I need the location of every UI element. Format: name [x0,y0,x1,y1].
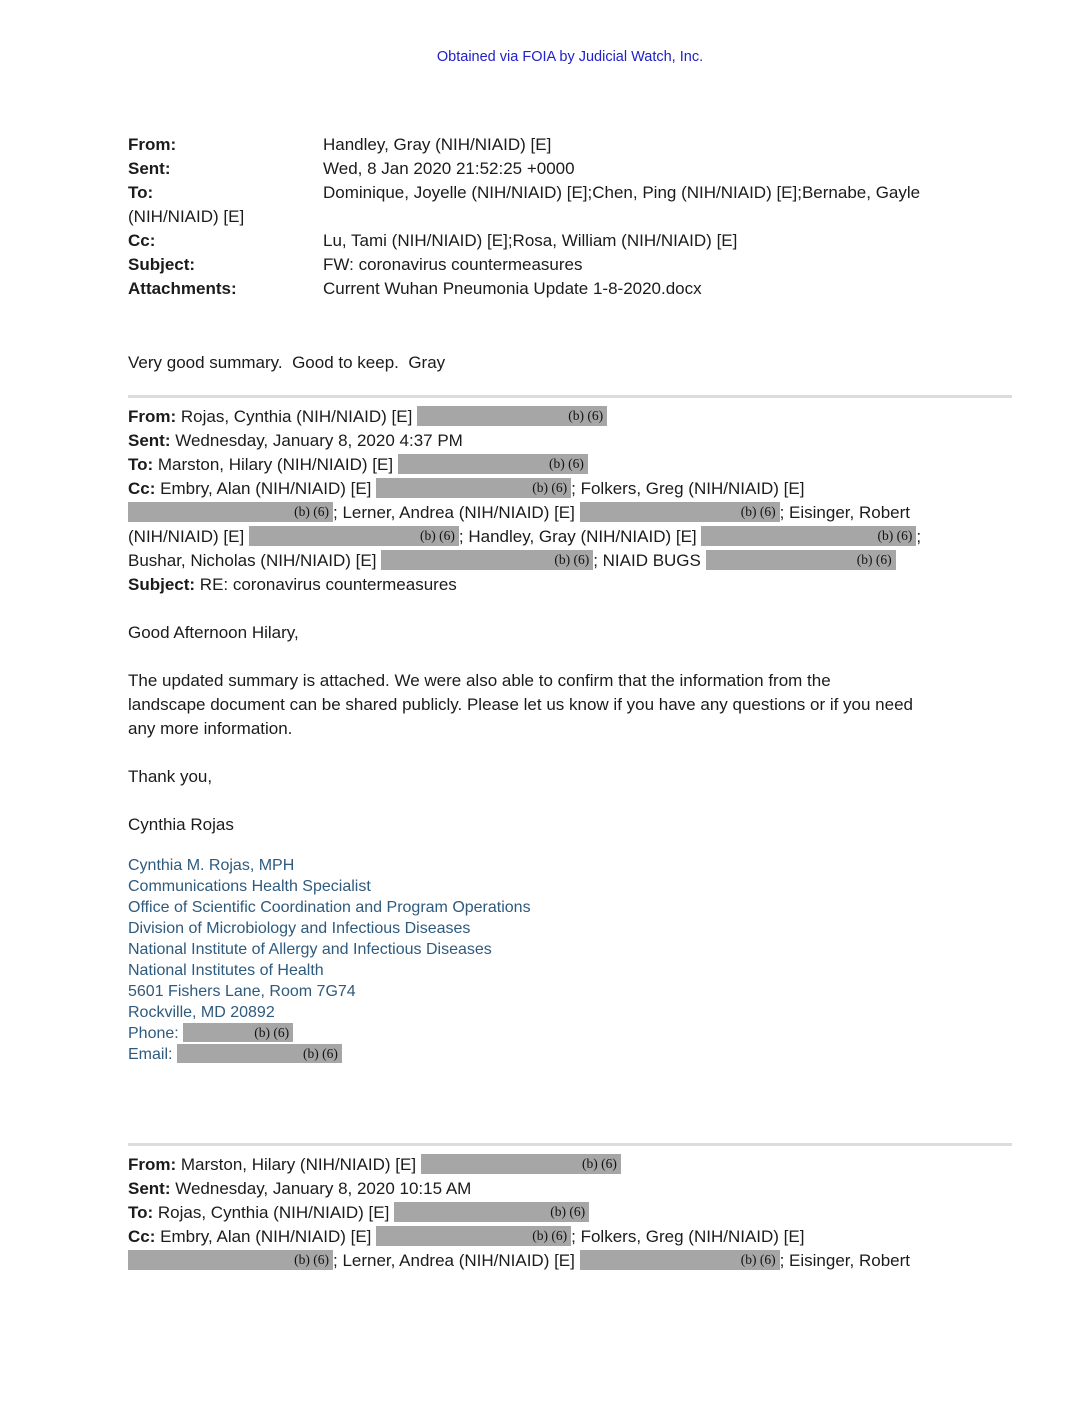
text-line [128,621,1012,645]
text-span: Embry, Alan (NIH/NIAID) [E] [155,1227,377,1246]
text-span: Communications Health Specialist [128,878,371,895]
text-line [128,1177,1012,1201]
email1-note: Very good summary. Good to keep. Gray [128,353,446,372]
text-span: RE: coronavirus countermeasures [195,575,457,594]
separator [128,395,1012,398]
text-span: Cynthia M. Rojas, MPH [128,857,295,874]
text-line [128,573,1012,597]
text-line [128,645,1012,669]
text-line [128,429,1012,453]
redaction-box: (b) (6) [128,502,333,522]
text-span: Marston, Hilary (NIH/NIAID) [E] [176,1155,421,1174]
text-span: Rojas, Cynthia (NIH/NIAID) [E] [176,407,418,426]
text-line [128,918,1012,939]
document-content [128,0,1012,1273]
text-line [128,253,1012,277]
redaction-box: (b) (6) [381,550,593,570]
text-line [128,717,1012,741]
text-span: National Institutes of Health [128,962,324,979]
text-span: ; Eisinger, Robert [779,1251,910,1270]
text-span: ; Lerner, Andrea (NIH/NIAID) [E] [333,1251,580,1270]
field-label: From: [128,1155,177,1174]
text-span: ; NIAID BUGS [593,551,706,570]
email2-body [128,621,1012,837]
email2-header [128,405,1012,597]
text-span: Wednesday, January 8, 2020 4:37 PM [170,431,463,450]
field-label: Sent: [128,1179,171,1198]
text-span: ; Lerner, Andrea (NIH/NIAID) [E] [333,503,580,522]
field-label: Cc: [128,1227,156,1246]
text-span: Bushar, Nicholas (NIH/NIAID) [E] [128,551,382,570]
field-label: Subject: [128,575,196,594]
redaction-box: (b) (6) [394,1202,589,1222]
text-line [128,549,1012,573]
field-label: Sent: [128,159,171,178]
text-span: ; Handley, Gray (NIH/NIAID) [E] [458,527,702,546]
field-label: Attachments: [128,279,237,298]
redaction-box: (b) (6) [183,1023,293,1042]
text-span: ; [916,527,922,546]
text-span: Thank you, [128,767,213,786]
text-span: FW: coronavirus countermeasures [323,255,583,274]
text-span: Marston, Hilary (NIH/NIAID) [E] [153,455,398,474]
text-line [128,181,1012,205]
email3-header [128,1153,1012,1273]
text-span: Wed, 8 Jan 2020 21:52:25 +0000 [323,159,575,178]
redaction-box: (b) (6) [177,1044,342,1063]
text-line [128,855,1012,876]
text-line [128,477,1012,501]
text-line [128,501,1012,525]
text-span: ; Folkers, Greg (NIH/NIAID) [E] [571,479,805,498]
text-line [128,960,1012,981]
text-span: Rojas, Cynthia (NIH/NIAID) [E] [153,1203,395,1222]
text-span: 5601 Fishers Lane, Room 7G74 [128,983,356,1000]
text-line [128,229,1012,253]
redaction-box: (b) (6) [376,1226,571,1246]
text-span: Phone: [128,1025,184,1042]
text-line [128,789,1012,813]
text-line [128,453,1012,477]
text-line [128,765,1012,789]
text-span: Email: [128,1046,177,1063]
text-line [128,813,1012,837]
text-span: Good Afternoon Hilary, [128,623,299,642]
field-label: Cc: [128,231,156,250]
text-span: any more information. [128,719,293,738]
signature-block [128,855,1012,1065]
redaction-box: (b) (6) [249,526,459,546]
text-span: Office of Scientific Coordination and Program Operations [128,899,531,916]
text-span: Wednesday, January 8, 2020 10:15 AM [170,1179,472,1198]
text-span: Division of Microbiology and Infectious Diseases [128,920,471,937]
field-label: Subject: [128,255,196,274]
text-line [128,277,1012,301]
text-span: landscape document can be shared publicly. Please let us know if you have any questions or if you need [128,695,914,714]
text-span: ; Folkers, Greg (NIH/NIAID) [E] [571,1227,805,1246]
redaction-box: (b) (6) [398,454,588,474]
text-line [128,157,1012,181]
text-line [128,1044,1012,1065]
separator [128,1143,1012,1146]
text-span: Rockville, MD 20892 [128,1004,275,1021]
field-label: Cc: [128,479,156,498]
text-line [128,1023,1012,1044]
text-span: Handley, Gray (NIH/NIAID) [E] [323,135,552,154]
text-line [128,1002,1012,1023]
text-line [128,876,1012,897]
text-line [128,205,1012,229]
redaction-box: (b) (6) [706,550,896,570]
text-span: (NIH/NIAID) [E] [128,527,249,546]
text-span: (NIH/NIAID) [E] [128,207,245,226]
text-line [128,693,1012,717]
redaction-box: (b) (6) [580,1250,780,1270]
email1-header [128,133,1012,301]
text-span: ; Eisinger, Robert [779,503,910,522]
redaction-box: (b) (6) [701,526,916,546]
text-line [128,133,1012,157]
field-label: To: [128,183,154,202]
field-label: To: [128,455,154,474]
text-line [128,1201,1012,1225]
text-span: Current Wuhan Pneumonia Update 1-8-2020.docx [323,279,702,298]
text-line [128,525,1012,549]
text-line [128,1153,1012,1177]
field-label: From: [128,135,177,154]
redaction-box: (b) (6) [376,478,571,498]
redaction-box: (b) (6) [417,406,607,426]
text-span: Embry, Alan (NIH/NIAID) [E] [155,479,377,498]
field-label: Sent: [128,431,171,450]
text-line [128,897,1012,918]
redaction-box: (b) (6) [580,502,780,522]
field-label: To: [128,1203,154,1222]
text-line [128,741,1012,765]
text-line [128,1249,1012,1273]
text-span: Cynthia Rojas [128,815,234,834]
text-span: National Institute of Allergy and Infectious Diseases [128,941,492,958]
redaction-box: (b) (6) [421,1154,621,1174]
text-line [128,1225,1012,1249]
field-label: From: [128,407,177,426]
text-span: The updated summary is attached. We were also able to confirm that the information from the [128,671,831,690]
text-line [128,981,1012,1002]
redaction-box: (b) (6) [128,1250,333,1270]
text-line [128,405,1012,429]
text-line [128,669,1012,693]
text-span: Dominique, Joyelle (NIH/NIAID) [E];Chen, Ping (NIH/NIAID) [E];Bernabe, Gayle [323,183,921,202]
foia-watermark: Obtained via FOIA by Judicial Watch, Inc. [436,49,704,65]
text-span: Lu, Tami (NIH/NIAID) [E];Rosa, William (NIH/NIAID) [E] [323,231,738,250]
text-line [128,939,1012,960]
